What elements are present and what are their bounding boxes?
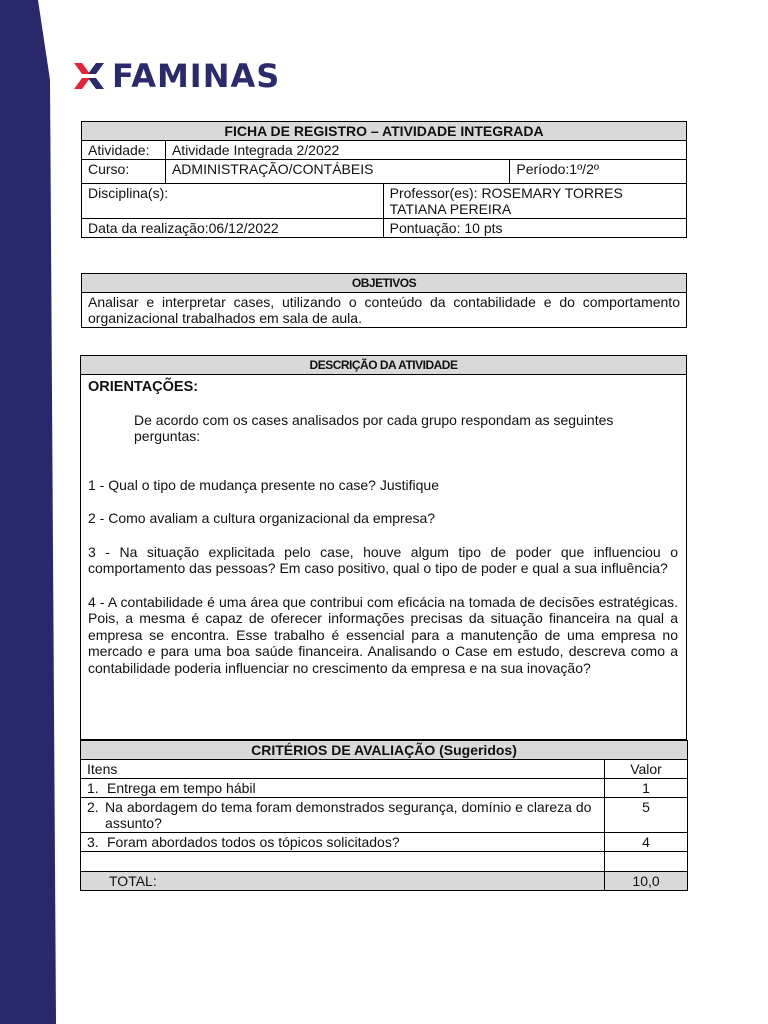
sidebar-decoration	[0, 0, 56, 1024]
question-4: 4 - A contabilidade é uma área que contribui com eficácia na tomada de decisões estratégicas. Pois, a mesma é capaz de oferecer informações precisas da situação financeira na qual a empresa se encontra. Esse trabalho é essencial para a manutenção de uma empresa no mercado e para uma boa saúde financeira. Analisando o Case em estudo, descreva como a contabilidade poderia influenciar no crescimento da empresa e na sua inovação?	[88, 593, 678, 676]
item-text: Foram abordados todos os tópicos solicitados?	[107, 834, 400, 850]
col-itens: Itens	[81, 760, 605, 779]
faminas-logo	[72, 58, 280, 94]
total-value: 10,0	[605, 872, 688, 891]
objetivos-table	[81, 273, 687, 328]
descricao-table	[80, 355, 687, 740]
item-text: Na abordagem do tema foram demonstrados segurança, domínio e clareza do assunto?	[105, 799, 592, 831]
periodo: Período:1º/2º	[510, 160, 687, 184]
professor-line-1: Professor(es): ROSEMARY TORRES	[389, 185, 623, 201]
objetivos-title: OBJETIVOS	[82, 274, 687, 293]
professor-line-2: TATIANA PEREIRA	[389, 201, 512, 217]
item-num: 3.	[87, 834, 99, 850]
question-2: 2 - Como avaliam a cultura organizacional da empresa?	[88, 510, 436, 526]
orientacoes-intro: De acordo com os cases analisados por cada grupo respondam as seguintes perguntas:	[134, 411, 614, 444]
logo-text: FAMINAS	[112, 57, 281, 95]
item-valor: 5	[605, 798, 688, 833]
table-row	[81, 798, 688, 833]
item-num: 1.	[87, 780, 99, 796]
item-text: Entrega em tempo hábil	[107, 780, 256, 796]
col-valor: Valor	[605, 760, 688, 779]
curso-label: Curso:	[82, 160, 166, 184]
atividade-label: Atividade:	[82, 141, 166, 160]
orientacoes-heading: ORIENTAÇÕES:	[88, 379, 199, 395]
item-valor: 4	[605, 833, 688, 852]
item-valor: 1	[605, 779, 688, 798]
empty-row	[81, 852, 688, 872]
table-row	[81, 833, 688, 852]
criterios-title: CRITÉRIOS DE AVALIAÇÃO (Sugeridos)	[81, 741, 688, 760]
curso-value: ADMINISTRAÇÃO/CONTÁBEIS	[165, 160, 509, 184]
ficha-title: FICHA DE REGISTRO – ATIVIDADE INTEGRADA	[82, 122, 687, 141]
question-1: 1 - Qual o tipo de mudança presente no case? Justifique	[88, 476, 439, 493]
item-num: 2.	[87, 799, 99, 815]
disciplina: Disciplina(s):	[82, 184, 384, 219]
total-label: TOTAL:	[81, 872, 605, 891]
logo-x-icon	[72, 59, 106, 93]
criterios-table	[80, 740, 688, 891]
descricao-title: DESCRIÇÃO DA ATIVIDADE	[81, 356, 687, 375]
ficha-registro-table	[81, 121, 687, 238]
descricao-body	[81, 375, 687, 740]
data-realizacao: Data da realização:06/12/2022	[82, 219, 384, 238]
pontuacao: Pontuação: 10 pts	[383, 219, 686, 238]
question-3: 3 - Na situação explicitada pelo case, houve algum tipo de poder que influenciou o comportamento das pessoas? Em caso positivo, qual o tipo de poder e qual a sua influência?	[88, 543, 678, 576]
professor	[383, 184, 686, 219]
atividade-value: Atividade Integrada 2/2022	[165, 141, 686, 160]
objetivos-text: Analisar e interpretar cases, utilizando o conteúdo da contabilidade e do comportamento organizacional trabalhados em sala de aula.	[82, 293, 687, 328]
table-row	[81, 779, 688, 798]
